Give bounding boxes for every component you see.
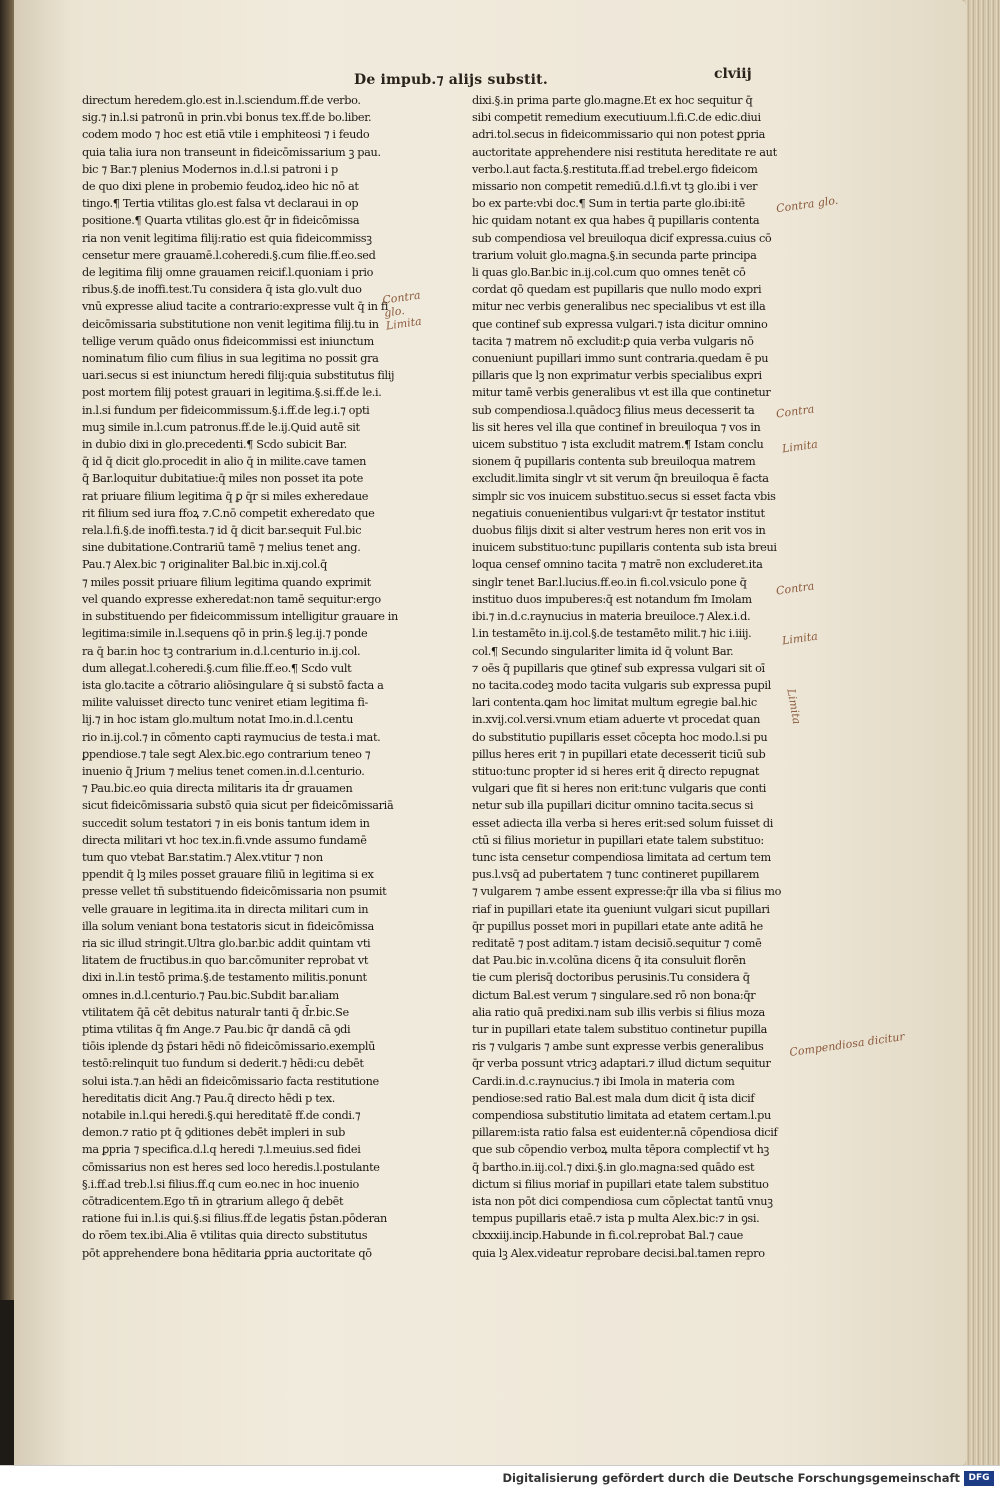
text-line: quia lꝫ Alex.videatur reprobare decisi.bal.tamen repro: [472, 1246, 765, 1260]
text-line: conueniunt pupillari immo sunt contraria.quedam ē pu: [472, 352, 769, 366]
text-column-right: [472, 92, 798, 1260]
text-line: sibi competit remedium executiuum.l.fi.C.de edic.diui: [472, 111, 761, 125]
book-page: [14, 0, 966, 1468]
text-line: pōt apprehendere bona hēditaria ꝑpria auctoritate qō: [82, 1246, 372, 1260]
text-line: col.¶ Secundo singulariter limita id q̄ volunt Bar.: [472, 644, 734, 658]
margin-note: Compendiosa dicitur: [788, 1029, 906, 1060]
text-line: missario non competit remediū.d.l.fi.vt tꝫ glo.ibi i ver: [472, 180, 758, 194]
text-line: dat Pau.bic in.v.colūna dicens q̄ ita consuluit florēn: [472, 954, 746, 968]
text-line: loqua censef omnino tacita ⁊ matrē non excluderet.ita: [472, 558, 763, 572]
book-page-edges: [960, 0, 1000, 1480]
text-line: ⁊ Pau.bic.eo quia directa militaris ita d̄r grauamen: [82, 782, 353, 796]
text-line: Cardi.in.d.c.raynucius.⁊ ibi Imola in materia com: [472, 1074, 735, 1088]
text-line: dum allegat.l.coheredi.§.cum filie.ff.eo.¶ Scdo vult: [82, 661, 352, 675]
text-line: deicōmissaria substitutione non venit legitima filij.tu in: [82, 317, 379, 331]
text-line: de quo dixi plene in probemio feudoꝝ.ideo hic nō at: [82, 180, 359, 194]
text-line: lari contenta.ꝗam hoc limitat multum egregie bal.hic: [472, 696, 757, 710]
text-line: adri.tol.secus in fideicommissario qui non potest ꝑpria: [472, 128, 766, 142]
text-line: nominatum filio cum filius in sua legitima no possit gra: [82, 352, 379, 366]
text-line: dixi in.l.in testō prima.§.de testamento militis.ponunt: [82, 971, 367, 985]
text-line: lij.⁊ in hoc istam glo.multum notat Imo.in.d.l.centu: [82, 713, 354, 727]
text-line: negatiuis conuenientibus vulgari:vt q̄r testator institut: [472, 506, 765, 520]
text-line: ptima vtilitas q̄ fm Ange.⁊ Pau.bic q̄r dandā cā ꝯdi: [82, 1022, 351, 1036]
margin-note: Limita: [784, 687, 804, 726]
text-line: riaf in pupillari etate ita ꝯueniunt vulgari sicut pupillari: [472, 902, 770, 916]
text-line: hic quidam notant ex qua habes q̄ pupillaris contenta: [472, 214, 760, 228]
text-line: bic ⁊ Bar.⁊ plenius Modernos in.d.l.si patroni i p: [82, 162, 338, 176]
text-line: singlr tenet Bar.l.lucius.ff.eo.in fi.col.vsiculo pone q̄: [472, 575, 747, 589]
text-line: directum heredem.glo.est in.l.sciendum.ff.de verbo.: [82, 94, 361, 107]
text-column-left: [82, 92, 408, 1260]
text-line: verbo.l.aut facta.§.restituta.ff.ad trebel.ergo fideicom: [472, 162, 758, 176]
margin-note: Contra glo.: [775, 193, 839, 216]
text-line: omnes in.d.l.centurio.⁊ Pau.bic.Subdit bar.aliam: [82, 988, 339, 1002]
text-line: auctoritate apprehendere nisi restituta hereditate re aut: [472, 145, 777, 159]
text-line: ista non pōt dici compendiosa cum cōplectat tantū vnuꝫ: [472, 1195, 773, 1208]
text-line: q̄r pupillus posset mori in pupillari etate ante aditā he: [472, 919, 763, 933]
text-line: vnū expresse aliud tacite a contrario:expresse vult q̄ in fi: [82, 300, 388, 314]
text-line: uicem substituo ⁊ ista excludit matrem.¶ Istam conclu: [472, 438, 764, 452]
text-line: de legitima filij omne grauamen reicif.l.quoniam i prio: [82, 266, 374, 280]
text-line: rit filium sed iura ffoꝝ ⁊.C.nō competit exheredato que: [82, 506, 375, 520]
text-line: tellige verum quādo onus fideicommissi est iniunctum: [82, 334, 374, 348]
text-line: in.xvij.col.versi.vnum etiam aduerte vt procedat quan: [472, 713, 761, 727]
margin-note: Contra: [775, 579, 816, 598]
text-line: ris ⁊ vulgaris ⁊ ambe sunt expresse verbis generalibus: [472, 1040, 764, 1054]
text-line: velle grauare in legitima.ita in directa militari cum in: [82, 902, 369, 916]
text-line: compendiosa substitutio limitata ad etatem certam.l.pu: [472, 1108, 771, 1122]
text-line: censetur mere grauamē.l.coheredi.§.cum filie.ff.eo.sed: [82, 248, 376, 262]
text-line: inuenio q̄ Jrium ⁊ melius tenet comen.in.d.l.centurio.: [82, 764, 365, 778]
text-line: ꝑpendiose.⁊ tale segt Alex.bic.ego contrarium teneo ⁊: [82, 747, 371, 761]
text-line: tunc ista censetur compendiosa limitata ad certum tem: [472, 850, 771, 864]
margin-note: Contra: [775, 402, 816, 421]
text-line: tur in pupillari etate talem substituo continetur pupilla: [472, 1022, 768, 1036]
text-line: in substituendo per fideicommissum intelligitur grauare in: [82, 610, 398, 624]
text-line: sub compendiosa.l.quādocꝫ filius meus decesserit ta: [472, 403, 755, 417]
text-line: succedit solum testatori ⁊ in eis bonis tantum idem in: [82, 816, 370, 830]
text-line: legitima:simile in.l.sequens qō in prin.§ leg.ij.⁊ ponde: [82, 627, 368, 641]
text-line: mitur nec verbis generalibus nec specialibus vt est illa: [472, 300, 766, 314]
margin-note: Contra glo. Limita: [381, 288, 423, 333]
text-line: ria non venit legitima filij:ratio est quia fideicommissꝫ: [82, 231, 372, 245]
text-line: q̄ id q̄ dicit glo.procedit in alio q̄ in milite.cave tamen: [82, 455, 367, 469]
text-line: codem modo ⁊ hoc est etiā vtile i emphiteosi ⁊ i feudo: [82, 128, 370, 142]
text-line: q̄ Bar.loquitur dubitatiue:q̄ miles non posset ita pote: [82, 472, 363, 486]
margin-note: Limita: [781, 437, 819, 456]
margin-note: Limita: [781, 629, 819, 648]
text-line: esset adiecta illa verba si heres erit:sed solum fuisset di: [472, 816, 773, 830]
text-line: stituo:tunc propter id si heres erit q̄ directo repugnat: [472, 764, 760, 778]
text-line: li quas glo.Bar.bic in.ij.col.cum quo omnes tenēt cō: [472, 266, 746, 280]
text-line: pillus heres erit ⁊ in pupillari etate decesserit ticiū sub: [472, 747, 766, 761]
text-line: que sub cōpendio verboꝝ multa tēpora complectif vt hꝫ: [472, 1143, 769, 1157]
text-line: cōtradicentem.Ego tn̄ in ꝯtrarium allego q̄ debēt: [82, 1195, 344, 1208]
text-line: do rōem tex.ibi.Alia ē vtilitas quia directo substitutus: [82, 1229, 368, 1243]
text-line: excludit.limita singlr vt sit verum q̄n breuiloqua ē facta: [472, 472, 769, 486]
text-line: ratione fui in.l.is qui.§.si filius.ff.de legatis p̄stan.pōderan: [82, 1212, 387, 1226]
text-line: q̄ bartho.in.iij.col.⁊ dixi.§.in glo.magna:sed quādo est: [472, 1160, 755, 1174]
text-line: rio in.ij.col.⁊ in cōmento capti raymucius de testa.i mat.: [82, 730, 381, 744]
text-line: q̄r verba possunt vtricꝫ adaptari.⁊ illud dictum sequitur: [472, 1057, 771, 1071]
text-line: rela.l.fi.§.de inoffi.testa.⁊ id q̄ dicit bar.sequit Ful.bic: [82, 524, 362, 538]
text-line: directa militari vt hoc tex.in.fi.vnde assumo fundamē: [82, 833, 367, 847]
text-line: ibi.⁊ in.d.c.raynucius in materia breuiloce.⁊ Alex.i.d.: [472, 610, 751, 624]
text-line: vulgari que fit si heres non erit:tunc vulgaris que conti: [472, 782, 767, 796]
text-line: ⁊ oēs q̄ pupillaris que ꝯtinef sub expressa vulgari sit oī: [472, 661, 765, 675]
text-line: clxxxiij.incip.Habunde in fi.col.reprobat Bal.⁊ caue: [472, 1229, 743, 1243]
text-line: ria sic illud stringit.Ultra glo.bar.bic addit quintam vti: [82, 936, 371, 950]
text-line: testō:relinquit tuo fundum si dederit.⁊ hēdi:cu debēt: [82, 1057, 364, 1071]
text-line: pendiose:sed ratio Bal.est mala dum dicit q̄ ista dicif: [472, 1091, 755, 1105]
text-line: tempus pupillaris etaē.⁊ ista p multa Alex.bic:⁊ in ꝯsi.: [472, 1212, 760, 1226]
text-line: milite valuisset directo tunc veniret etiam legitima fi-: [82, 696, 368, 710]
text-line: l.in testamēto in.ij.col.§.de testamēto milit.⁊ hic i.iiij.: [472, 627, 752, 641]
text-line: ma ꝑpria ⁊ specifica.d.l.q heredi ⁊.l.meuius.sed fidei: [82, 1143, 361, 1157]
text-line: ⁊ vulgarem ⁊ ambe essent expresse:q̄r illa vba si filius mo: [472, 885, 782, 899]
running-header-title: De impub.⁊ alijs substit.: [354, 72, 548, 88]
text-line: vtilitatem q̄ā cēt debitus naturalr tanti q̄ d̄r.bic.Se: [82, 1005, 349, 1019]
text-line: hereditatis dicit Ang.⁊ Pau.q̄ directo hēdi p tex.: [82, 1091, 336, 1105]
text-line: in dubio dixi in glo.precedenti.¶ Scdo subicit Bar.: [82, 438, 347, 452]
text-line: muꝫ simile in.l.cum patronus.ff.de le.ij.Quid autē sit: [82, 420, 360, 434]
text-line: ra q̄ bar.in hoc tꝫ contrarium in.d.l.centurio in.ij.col.: [82, 644, 361, 658]
text-line: uari.secus si est iniunctum heredi filij:quia substitutus filij: [82, 369, 395, 383]
text-line: litatem de fructibus.in quo bar.cōmuniter reprobat vt: [82, 954, 369, 968]
dfg-logo: DFG: [964, 1471, 994, 1486]
text-line: inuicem substituo:tunc pupillaris contenta sub ista breui: [472, 541, 777, 555]
digitization-credit: Digitalisierung gefördert durch die Deutsche Forschungsgemeinschaft: [502, 1471, 960, 1485]
text-line: sionem q̄ pupillaris contenta sub breuiloqua matrem: [472, 455, 756, 469]
text-line: tacita ⁊ matrem nō excludit:ꝑ quia verba vulgaris nō: [472, 334, 754, 348]
text-line: tingo.¶ Tertia vtilitas glo.est falsa vt declaraui in op: [82, 197, 359, 211]
text-line: tie cum plerisq̄ doctoribus perusinis.Tu considera q̄: [472, 971, 750, 985]
text-line: ribus.§.de inoffi.test.Tu considera q̄ ista glo.vult duo: [82, 283, 362, 297]
text-line: pillarem:ista ratio falsa est euidenter.nā cōpendiosa dicif: [472, 1126, 778, 1140]
text-line: lis sit heres vel illa que continef in breuiloqua ⁊ vos in: [472, 420, 761, 434]
text-line: cordat qō quedam est pupillaris que nullo modo expri: [472, 283, 762, 297]
text-line: presse vellet tn̄ substituendo fideicōmissaria non psumit: [82, 885, 387, 899]
text-line: instituo duos impuberes:q̄ est notandum fm Imolam: [472, 592, 752, 606]
text-line: alia ratio quā predixi.nam sub illis verbis si filius moza: [472, 1005, 765, 1019]
text-line: illa solum veniant bona testatoris sicut in fideicōmissa: [82, 919, 374, 933]
text-line: pus.l.vsq̄ ad pubertatem ⁊ tunc contineret pupillarem: [472, 868, 760, 882]
text-line: que continef sub expressa vulgari.⁊ ista dicitur omnino: [472, 317, 768, 331]
text-line: Pau.⁊ Alex.bic ⁊ originaliter Bal.bic in.xij.col.q̄: [82, 558, 328, 572]
text-line: trarium voluit glo.magna.§.in secunda parte principa: [472, 248, 757, 262]
text-line: post mortem filij potest grauari in legitima.§.si.ff.de le.i.: [82, 386, 382, 400]
text-line: solui ista.⁊.an hēdi an fideicōmissario facta restitutione: [82, 1074, 379, 1088]
text-line: reditatē ⁊ post aditam.⁊ istam decisiō.sequitur ⁊ comē: [472, 936, 762, 950]
folio-number: clviij: [714, 66, 752, 82]
text-line: tum quo vtebat Bar.statim.⁊ Alex.vtitur ⁊ non: [82, 850, 323, 864]
text-line: pillaris que lꝫ non exprimatur verbis specialibus expri: [472, 369, 762, 383]
text-line: sig.⁊ in.l.si patronū in prin.vbi bonus tex.ff.de bo.liber.: [82, 111, 372, 125]
text-line: positione.¶ Quarta vtilitas glo.est q̄r in fideicōmissa: [82, 214, 360, 228]
text-line: ppendit q̄ lꝫ miles posset grauare filiū in legitima si ex: [82, 868, 374, 882]
text-line: bo ex parte:vbi doc.¶ Sum in tertia parte glo.ibi:itē: [472, 197, 745, 211]
text-line: dixi.§.in prima parte glo.magne.Et ex hoc sequitur q̄: [472, 94, 753, 107]
text-line: ⁊ miles possit priuare filium legitima quando exprimit: [82, 575, 371, 589]
text-line: quia talia iura non transeunt in fideicōmissarium ꝫ pau.: [82, 145, 381, 159]
text-line: sicut fideicōmissaria substō quia sicut per fideicōmissariā: [82, 799, 394, 813]
text-line: duobus filijs dixit si alter vestrum heres non erit vos in: [472, 524, 766, 538]
text-line: ista glo.tacite a cōtrario aliōsingulare q̄ si substō facta a: [82, 678, 384, 692]
text-line: no tacita.codeꝫ modo tacita vulgaris sub expressa pupil: [472, 678, 771, 692]
footer-bar: [0, 1465, 1000, 1490]
text-line: dictum Bal.est verum ⁊ singulare.sed rō non bona:q̄r: [472, 988, 756, 1002]
text-line: tiōis iplende dꝫ p̄stari hēdi nō fideicōmissario.exemplū: [82, 1040, 376, 1054]
text-line: notabile in.l.qui heredi.§.qui hereditatē ff.de condi.⁊: [82, 1108, 361, 1122]
text-line: simplr sic vos inuicem substituo.secus si esset facta vbis: [472, 489, 776, 503]
text-line: ctū si filius morietur in pupillari etate talem substituo:: [472, 833, 764, 847]
text-line: do substitutio pupillaris esset cōcepta hoc modo.l.si pu: [472, 730, 768, 744]
text-line: netur sub illa pupillari dicitur omnino tacita.secus si: [472, 799, 754, 813]
text-line: §.i.ff.ad treb.l.si filius.ff.q cum eo.nec in hoc inuenio: [82, 1177, 359, 1191]
text-line: sine dubitatione.Contrariū tamē ⁊ melius tenet ang.: [82, 541, 361, 555]
text-line: rat priuare filium legitima q̄ ꝑ q̄r si miles exheredaue: [82, 489, 369, 503]
text-line: in.l.si fundum per fideicommissum.§.i.ff.de leg.i.⁊ opti: [82, 403, 370, 417]
text-line: dictum si filius moriaf in pupillari etate talem substituo: [472, 1177, 769, 1191]
text-line: cōmissarius non est heres sed loco heredis.l.postulante: [82, 1160, 380, 1174]
text-line: vel quando expresse exheredat:non tamē sequitur:ergo: [82, 592, 381, 606]
text-line: sub compendiosa vel breuiloqua dicif expressa.cuius cō: [472, 231, 772, 245]
text-line: mitur tamē verbis generalibus vt est illa que continetur: [472, 386, 771, 400]
text-line: demon.⁊ ratio pt q̄ ꝯditiones debēt impleri in sub: [82, 1126, 346, 1140]
